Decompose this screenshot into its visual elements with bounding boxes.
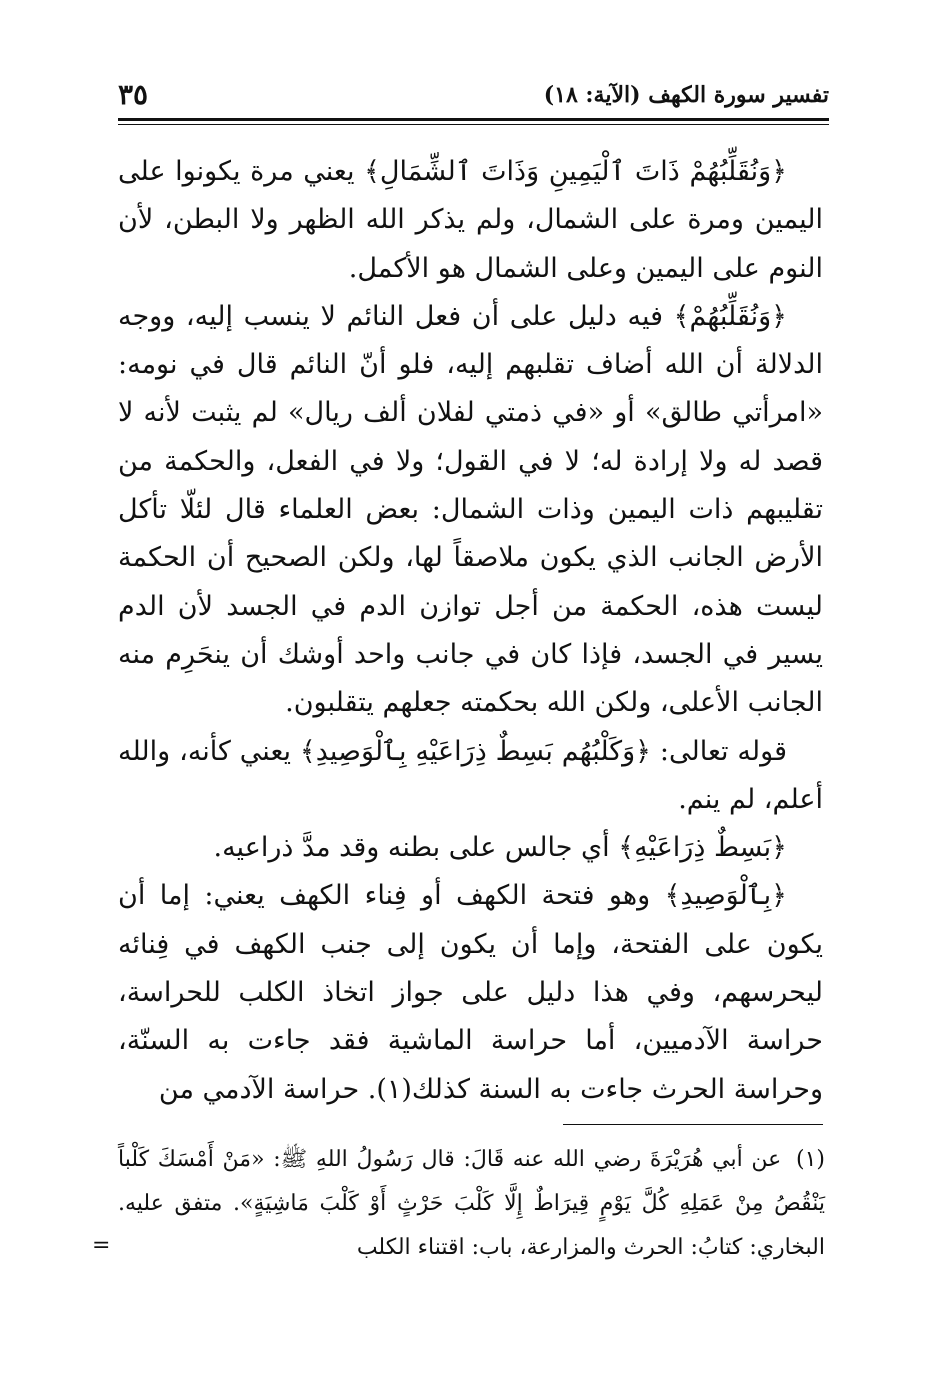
paragraph: ﴿بَسِطٌ ذِرَاعَيْهِ﴾ أي جالس على بطنه وقد مدَّ ذراعيه.	[213, 832, 787, 864]
footnote-item	[118, 1138, 825, 1270]
header-rule-thin	[118, 124, 829, 125]
footnote-marker: (١)	[796, 1147, 826, 1172]
paragraph: ﴿وَنُقَلِّبُهُمْ ذَاتَ ٱلْيَمِينِ وَذَاتَ ٱلشِّمَالِ﴾ يعني مرة يكونوا على اليمين ومرة على الشمال، ولم يذكر الله الظهر ولا البطن، لأن النوم على اليمين وعلى الشمال هو الأكمل.	[118, 156, 823, 284]
paragraph: قوله تعالى: ﴿وَكَلْبُهُم بَسِطٌ ذِرَاعَيْهِ بِٱلْوَصِيدِ﴾ يعني كأنه، والله أعلم، لم ينم.	[118, 735, 823, 815]
footnote-continuation-mark: =	[92, 1233, 111, 1258]
main-text	[118, 148, 823, 1114]
footnote-text: عن أبي هُرَيْرَةَ رضي الله عنه قَالَ: قال رَسُولُ اللهِ ﷺ: «مَنْ أَمْسَكَ كَلْباً يَنْقُصُ مِنْ عَمَلِهِ كُلَّ يَوْمٍ قِيرَاطٌ إِلَّا كَلْبَ حَرْثٍ أَوْ كَلْبَ مَاشِيَةٍ». متفق عليه. البخاري: كتابُ: الحرث والمزارعة، باب: اقتناء الكلب	[118, 1147, 826, 1260]
footnotes	[92, 1138, 826, 1270]
page-number: ٣٥	[118, 78, 149, 111]
running-title: تفسير سورة الكهف (الآية: ١٨)	[543, 82, 829, 108]
page-header	[118, 78, 829, 118]
header-rule-thick	[118, 118, 829, 121]
paragraph: ﴿بِٱلْوَصِيدِ﴾ وهو فتحة الكهف أو فِناء الكهف يعني: إما أن يكون على الفتحة، وإما أن يكون إلى جنب الكهف في فِنائه ليحرسهم، وفي هذا دليل على جواز اتخاذ الكلب للحراسة، حراسة الآدميين، أما حراسة الماشية فقد جاءت به السنّة، وحراسة الحرث جاءت به السنة كذلك(١). حراسة الآدمي من	[118, 880, 823, 1105]
paragraph: ﴿وَنُقَلِّبُهُمْ﴾ فيه دليل على أن فعل النائم لا ينسب إليه، ووجه الدلالة أن الله أضاف تقلبهم إليه، فلو أنّ النائم قال في نومه: «امرأتي طالق» أو «في ذمتي لفلان ألف ريال» لم يثبت لأنه لا قصد له ولا إرادة له؛ لا في القول؛ ولا في الفعل، والحكمة من تقليبهم ذات اليمين وذات الشمال: بعض العلماء قال لئلّا تأكل الأرض الجانب الذي يكون ملاصقاً لها، ولكن الصحيح أن الحكمة ليست هذه، الحكمة من أجل توازن الدم في الجسد لأن الدم يسير في الجسد، فإذا كان في جانب واحد أوشك أن ينحَرِم منه الجانب الأعلى، ولكن الله بحكمته جعلهم يتقلبون.	[118, 300, 823, 719]
footnote-separator	[563, 1124, 823, 1125]
